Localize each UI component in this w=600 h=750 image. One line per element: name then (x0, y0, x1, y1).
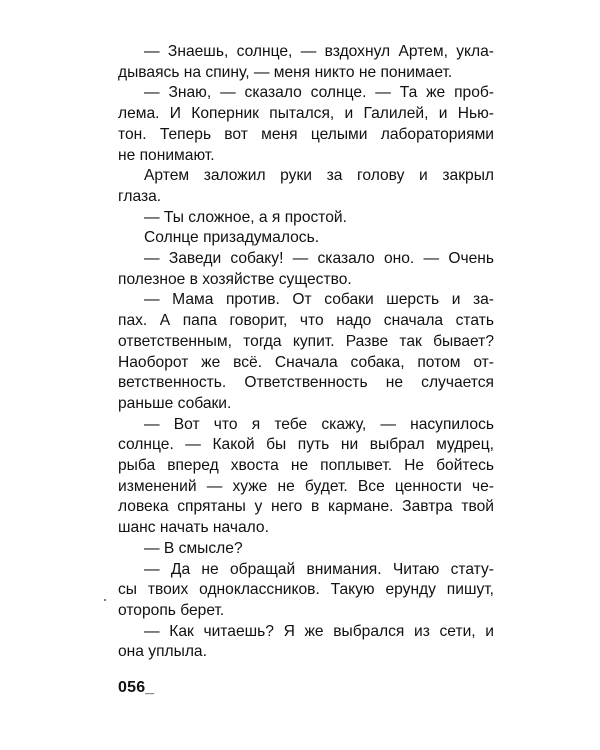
text-line: раньше собаки. (118, 394, 232, 412)
text-line: лема. И Коперник пытался, и Галилей, и Нью- (118, 105, 494, 123)
text-line: Наоборот же всё. Сначала собака, потом от- (118, 353, 494, 371)
text-line: пах. А папа говорит, что надо сначала стать (118, 312, 494, 330)
text-line: Артем заложил руки за голову и закрыл (144, 167, 494, 185)
text-line: — Ты сложное, а я простой. (144, 208, 347, 226)
paragraph (118, 166, 494, 207)
paragraph (118, 208, 494, 229)
text-line: она уплыла. (118, 643, 207, 661)
text-line: — Как читаешь? Я же выбрался из сети, и (144, 622, 494, 640)
text-line: ловека спрятаны у него в кармане. Завтра твой (118, 498, 494, 516)
text-line: сы твоих одноклассников. Такую ерунду пишут, (118, 581, 494, 599)
paragraph (118, 539, 494, 560)
text-line: оторопь берет. (118, 601, 225, 619)
text-line: Солнце призадумалось. (144, 229, 320, 247)
paragraph (118, 560, 494, 622)
page-number: 056_ (118, 679, 155, 696)
text-line: изменений — хуже не будет. Все ценности че- (118, 477, 494, 495)
text-line: — Заведи собаку! — сказало оно. — Очень (144, 250, 494, 268)
text-line: солнце. — Какой бы путь ни выбрал мудрец, (118, 436, 494, 454)
text-line: шанс начать начало. (118, 519, 269, 537)
text-line: — Знаю, — сказало солнце. — Та же проб- (144, 84, 494, 102)
text-line: — В смысле? (144, 539, 243, 557)
text-line: тон. Теперь вот меня целыми лабораториями (118, 125, 494, 143)
text-line: полезное в хозяйстве существо. (118, 270, 352, 288)
margin-speck (104, 599, 106, 601)
paragraph (118, 42, 494, 83)
text-line: дываясь на спину, — меня никто не понимает. (118, 63, 453, 81)
text-line: — Мама против. От собаки шерсть и за- (144, 291, 494, 309)
text-line: — Да не обращай внимания. Читаю стату- (144, 560, 494, 578)
paragraph (118, 228, 494, 249)
paragraph (118, 415, 494, 539)
paragraph (118, 290, 494, 414)
text-line: рыба вперед хвоста не поплывет. Не бойтесь (118, 457, 494, 475)
paragraph (118, 83, 494, 166)
paragraph (118, 249, 494, 290)
paragraph (118, 622, 494, 663)
text-line: не понимают. (118, 146, 215, 164)
text-line: ветственность. Ответственность не случается (118, 374, 494, 392)
text-line: — Знаешь, солнце, — вздохнул Артем, укла- (144, 43, 494, 60)
text-line: ответственным, тогда купит. Разве так бывает? (118, 332, 494, 350)
text-line: — Вот что я тебе скажу, — насупилось (144, 415, 494, 433)
body-text (118, 42, 494, 663)
text-line: глаза. (118, 187, 162, 205)
